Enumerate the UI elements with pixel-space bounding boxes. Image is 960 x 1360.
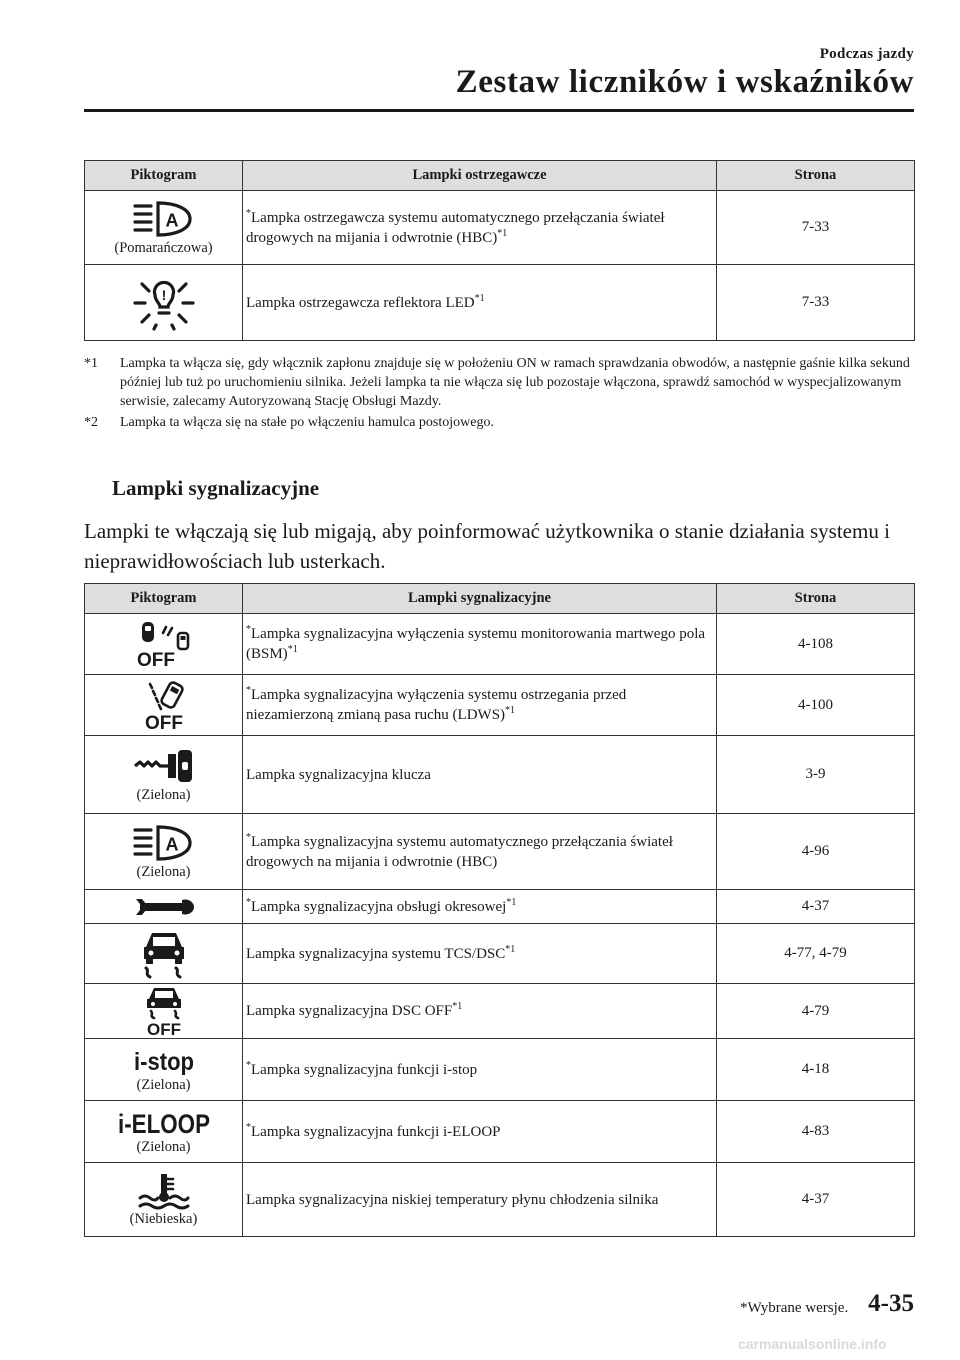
bsm-off-icon bbox=[132, 619, 196, 669]
table-row bbox=[85, 1039, 915, 1101]
running-header-section: Podczas jazdy bbox=[819, 46, 914, 62]
tcs-dsc-icon bbox=[136, 929, 192, 979]
description-cell: *Lampka sygnalizacyjna obsługi okresowej$^{*1}$ bbox=[243, 890, 717, 924]
table-row bbox=[85, 984, 915, 1039]
description-cell: Lampka ostrzegawcza reflektora LED$^{*1}$ bbox=[243, 265, 717, 341]
col-header-pictogram: Piktogram bbox=[85, 161, 243, 191]
description-cell: *Lampka sygnalizacyjna systemu automatycznego przełączania świateł drogowych na mijania i odwrotnie (HBC) bbox=[243, 814, 717, 890]
footnotes bbox=[84, 354, 914, 434]
description-cell: Lampka sygnalizacyjna systemu TCS/DSC$^{*1}$ bbox=[243, 924, 717, 984]
wrench-icon bbox=[132, 896, 196, 918]
watermark: carmanualsonline.info bbox=[738, 1336, 887, 1352]
pictogram-cell bbox=[85, 191, 243, 265]
pictogram-cell bbox=[85, 1101, 243, 1163]
section-intro: Lampki te włączają się lub migają, aby poinformować użytkownika o stanie działania systemu i nieprawidłowościach lub usterkach. bbox=[84, 519, 890, 573]
page-number: 4-35 bbox=[868, 1290, 914, 1317]
svg-text:OFF: OFF bbox=[146, 1020, 181, 1039]
page-ref-cell: 4-37 bbox=[717, 890, 915, 924]
svg-text:A: A bbox=[165, 210, 178, 230]
description-cell: *Lampka sygnalizacyjna wyłączenia systemu monitorowania martwego pola (BSM)$^{*1}$ bbox=[243, 614, 717, 675]
svg-text:i-ELOOP: i-ELOOP bbox=[117, 1108, 210, 1139]
page-ref-cell: 4-79 bbox=[717, 984, 915, 1039]
col-header-warning-lights: Lampki ostrzegawcze bbox=[243, 161, 717, 191]
page-ref-cell: 3-9 bbox=[717, 736, 915, 814]
col-header-indicator-lights: Lampki sygnalizacyjne bbox=[243, 584, 717, 614]
page-ref-cell: 4-100 bbox=[717, 675, 915, 736]
table-row bbox=[85, 924, 915, 984]
icon-color-label: (Zielona) bbox=[136, 1076, 191, 1093]
description-cell: *Lampka sygnalizacyjna funkcji i-ELOOP bbox=[243, 1101, 717, 1163]
dsc-off-icon bbox=[136, 986, 192, 1039]
col-header-page: Strona bbox=[717, 584, 915, 614]
description-cell: Lampka sygnalizacyjna DSC OFF$^{*1}$ bbox=[243, 984, 717, 1039]
description-cell: *Lampka sygnalizacyjna funkcji i-stop bbox=[243, 1039, 717, 1101]
pictogram-cell bbox=[85, 924, 243, 984]
pictogram-cell bbox=[85, 1163, 243, 1237]
description-cell: *Lampka ostrzegawcza systemu automatycznego przełączania świateł drogowych na mijania i odwrotnie (HBC)$^{*1}$ bbox=[243, 191, 717, 265]
table-row bbox=[85, 614, 915, 675]
pictogram-cell bbox=[85, 614, 243, 675]
pictogram-cell bbox=[85, 736, 243, 814]
footnote: *2 Lampka ta włącza się na stałe po włączeniu hamulca postojowego. bbox=[84, 415, 494, 430]
page-ref-cell: 4-83 bbox=[717, 1101, 915, 1163]
table-row bbox=[85, 890, 915, 924]
table-row bbox=[85, 814, 915, 890]
col-header-page: Strona bbox=[717, 161, 915, 191]
i-eloop-icon bbox=[116, 1108, 212, 1138]
page-ref-cell: 4-37 bbox=[717, 1163, 915, 1237]
led-headlight-warning-icon bbox=[132, 275, 196, 331]
pictogram-cell bbox=[85, 1039, 243, 1101]
table-row bbox=[85, 1101, 915, 1163]
table-row bbox=[85, 191, 915, 265]
page-ref-cell: 7-33 bbox=[717, 265, 915, 341]
svg-text:!: ! bbox=[161, 286, 166, 303]
page-title: Zestaw liczników i wskaźników bbox=[455, 64, 914, 100]
footer-optional-note: *Wybrane wersje. bbox=[740, 1300, 849, 1316]
pictogram-cell bbox=[85, 890, 243, 924]
icon-color-label: (Zielona) bbox=[136, 863, 191, 880]
i-stop-icon bbox=[132, 1046, 196, 1076]
page-ref-cell: 4-18 bbox=[717, 1039, 915, 1101]
warning-lights-table bbox=[84, 160, 915, 341]
icon-color-label: (Zielona) bbox=[136, 1138, 191, 1155]
table-row bbox=[85, 736, 915, 814]
footnote: *1 Lampka ta włącza się, gdy włącznik zapłonu znajduje się w położeniu ON w ramach sprawdzania obwodów, a następnie gaśnie kilka sekund później lub tuż po uruchomieniu silnika. Jeżeli lampka ta nie włącza się lub pozostaje włączona, sprawdź samochód w wyspecjalizowanym serwisie, zalecamy Autoryzowaną Stację Obsługi Mazdy. bbox=[84, 356, 910, 409]
icon-color-label: (Zielona) bbox=[136, 786, 191, 803]
description-cell: Lampka sygnalizacyjna klucza bbox=[243, 736, 717, 814]
key-icon bbox=[132, 746, 196, 786]
auto-high-beam-icon bbox=[132, 199, 196, 239]
auto-high-beam-icon bbox=[132, 823, 196, 863]
indicator-lights-table bbox=[84, 583, 915, 1237]
table-row bbox=[85, 675, 915, 736]
header-rule bbox=[84, 109, 914, 112]
low-coolant-temp-icon bbox=[134, 1172, 194, 1210]
table-row bbox=[85, 265, 915, 341]
icon-color-label: (Niebieska) bbox=[129, 1210, 198, 1227]
section-title: Lampki sygnalizacyjne bbox=[112, 476, 320, 500]
description-cell: Lampka sygnalizacyjna niskiej temperatury płynu chłodzenia silnika bbox=[243, 1163, 717, 1237]
table-row bbox=[85, 1163, 915, 1237]
icon-color-label: (Pomarańczowa) bbox=[114, 239, 213, 256]
pictogram-cell bbox=[85, 814, 243, 890]
svg-text:OFF: OFF bbox=[136, 650, 175, 671]
svg-text:OFF: OFF bbox=[144, 713, 183, 734]
page-ref-cell: 7-33 bbox=[717, 191, 915, 265]
col-header-pictogram: Piktogram bbox=[85, 584, 243, 614]
description-cell: *Lampka sygnalizacyjna wyłączenia systemu ostrzegania przed niezamierzoną zmianą pasa ruchu (LDWS)$^{*1}$ bbox=[243, 675, 717, 736]
svg-text:A: A bbox=[165, 834, 178, 854]
table-header-row bbox=[85, 161, 915, 191]
page-ref-cell: 4-96 bbox=[717, 814, 915, 890]
page-ref-cell: 4-108 bbox=[717, 614, 915, 675]
pictogram-cell bbox=[85, 984, 243, 1039]
svg-text:i-stop: i-stop bbox=[133, 1047, 194, 1076]
table-header-row bbox=[85, 584, 915, 614]
pictogram-cell bbox=[85, 265, 243, 341]
pictogram-cell bbox=[85, 675, 243, 736]
ldws-off-icon bbox=[134, 679, 194, 734]
page-ref-cell: 4-77, 4-79 bbox=[717, 924, 915, 984]
